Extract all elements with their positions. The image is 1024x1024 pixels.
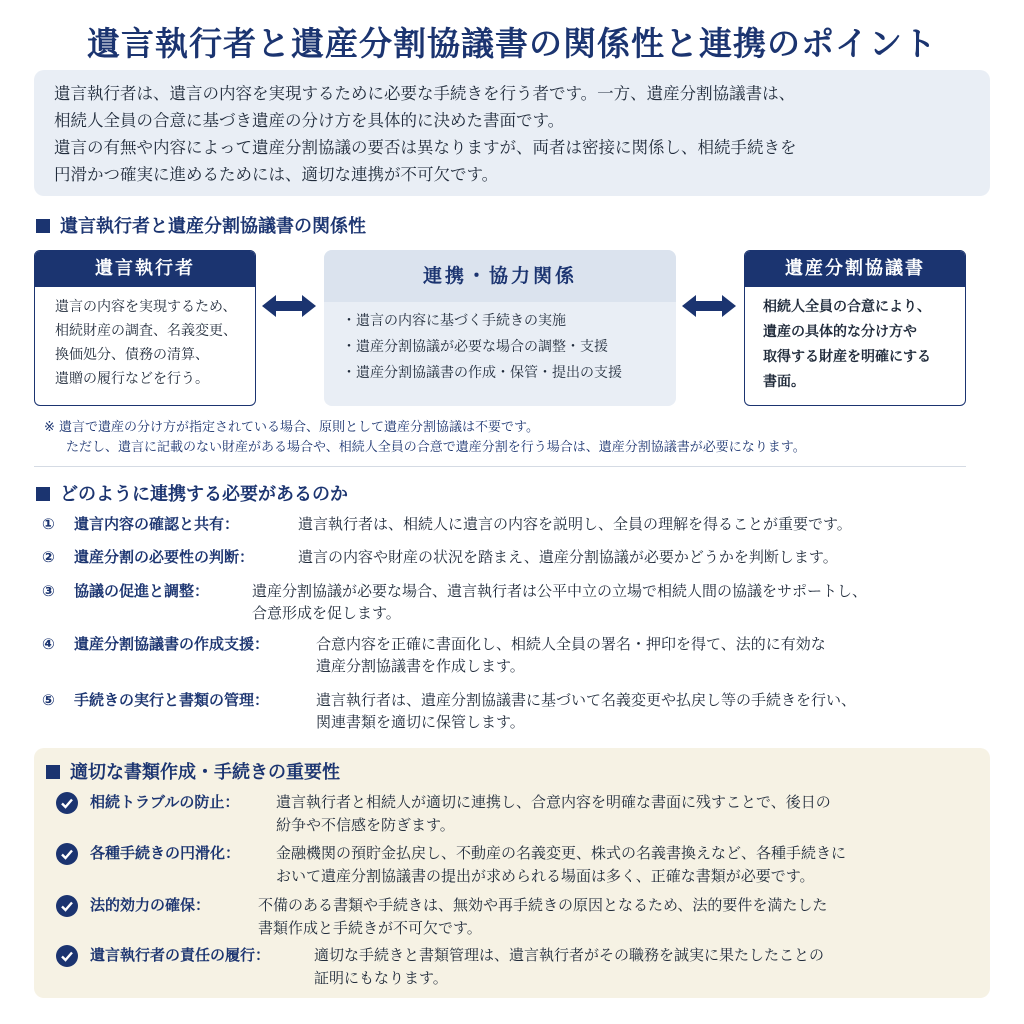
check-circle-icon <box>56 895 78 917</box>
check-circle-icon <box>56 945 78 967</box>
step-number: ③ <box>42 582 55 600</box>
intro-panel <box>34 70 990 196</box>
divider <box>34 466 966 467</box>
step-description: 遺産分割協議が必要な場合、遺言執行者は公平中立の立場で相続人間の協議をサポートし、 <box>252 582 868 600</box>
step-label: 遺産分割協議書の作成支援： <box>74 635 270 653</box>
agreement-box <box>744 250 966 406</box>
executor-line: 換価処分、債務の清算、 <box>55 347 209 363</box>
importance-item <box>90 944 970 990</box>
check-circle-icon <box>56 792 78 814</box>
importance-label: 相続トラブルの防止： <box>90 793 240 811</box>
step-number: ④ <box>42 635 55 653</box>
square-bullet-icon <box>46 765 60 779</box>
square-bullet-icon <box>36 219 50 233</box>
importance-description: 遺言執行者と相続人が適切に連携し、合意内容を明確な書面に残すことで、後日の <box>276 793 831 811</box>
page-title: 遺言執行者と遺産分割協議書の関係性と連携のポイント <box>87 24 937 63</box>
square-bullet-icon <box>36 487 50 501</box>
section-heading-text: 適切な書類作成・手続きの重要性 <box>70 762 340 783</box>
agreement-line: 書面。 <box>763 374 805 390</box>
importance-description: 適切な手続きと書類管理は、遺言執行者がその職務を誠実に果たしたことの <box>314 946 825 964</box>
agreement-line: 相続人全員の合意により、 <box>763 299 931 315</box>
importance-label: 各種手続きの円滑化： <box>90 844 241 862</box>
cooperation-item: ・遺言の内容に基づく手続きの実施 <box>342 313 566 329</box>
executor-line: 遺言の内容を実現するため、 <box>55 299 237 315</box>
footnote-line: ※ 遺言で遺産の分け方が指定されている場合、原則として遺産分割協議は不要です。 <box>44 420 539 435</box>
importance-item <box>90 894 970 940</box>
agreement-line: 遺産の具体的な分け方や <box>763 324 917 340</box>
section-heading-relationship <box>36 212 366 238</box>
step-description: 遺産分割協議書を作成します。 <box>316 657 525 675</box>
importance-description: 金融機関の預貯金払戻し、不動産の名義変更、株式の名義書換えなど、各種手続きに <box>276 844 847 862</box>
importance-item <box>90 791 970 837</box>
step-label: 遺言内容の確認と共有： <box>74 515 240 533</box>
cooperation-list <box>324 302 676 386</box>
importance-description: おいて遺産分割協議書の提出が求められる場面は多く、正確な書類が必要です。 <box>276 867 815 885</box>
step-description: 遺言の内容や財産の状況を踏まえ、遺産分割協議が必要かどうかを判断します。 <box>298 548 838 566</box>
cooperation-item: ・遺産分割協議が必要な場合の調整・支援 <box>342 339 608 355</box>
agreement-box-body <box>745 287 965 395</box>
agreement-line: 取得する財産を明確にする <box>763 349 931 365</box>
double-arrow-icon <box>682 295 736 317</box>
executor-box-title: 遺言執行者 <box>35 251 255 287</box>
step-description: 遺言執行者は、遺産分割協議書に基づいて名義変更や払戻し等の手続きを行い、 <box>316 691 857 709</box>
importance-label: 遺言執行者の責任の履行： <box>90 946 271 964</box>
step-description: 関連書類を適切に保管します。 <box>316 713 525 731</box>
section-heading-text: どのように連携する必要があるのか <box>60 484 348 505</box>
step-number: ① <box>42 515 55 533</box>
section-heading-importance <box>46 758 340 784</box>
step-description: 遺言執行者は、相続人に遺言の内容を説明し、全員の理解を得ることが重要です。 <box>298 515 852 533</box>
step-label: 手続きの実行と書類の管理： <box>74 691 270 709</box>
importance-description: 紛争や不信感を防ぎます。 <box>276 816 455 834</box>
step-label: 協議の促進と調整： <box>74 582 210 600</box>
step-description: 合意形成を促します。 <box>252 604 401 622</box>
step-label: 遺産分割の必要性の判断： <box>74 548 255 566</box>
section-heading-text: 遺言執行者と遺産分割協議書の関係性 <box>60 216 366 237</box>
executor-box <box>34 250 256 406</box>
section-heading-cooperation <box>36 480 348 506</box>
importance-item <box>90 842 970 888</box>
executor-line: 遺贈の履行などを行う。 <box>55 371 209 387</box>
intro-line: 相続人全員の合意に基づき遺産の分け方を具体的に決めた書面です。 <box>54 111 565 130</box>
check-circle-icon <box>56 843 78 865</box>
importance-description: 証明にもなります。 <box>314 969 448 987</box>
footnote-line: ただし、遺言に記載のない財産がある場合や、相続人全員の合意で遺産分割を行う場合は、遺産分割協議書が必要になります。 <box>66 440 806 455</box>
footnote <box>44 418 806 458</box>
executor-line: 相続財産の調査、名義変更、 <box>55 323 237 339</box>
intro-line: 遺言執行者は、遺言の内容を実現するために必要な手続きを行う者です。一方、遺産分割協議書は、 <box>54 84 796 103</box>
importance-description: 不備のある書類や手続きは、無効や再手続きの原因となるため、法的要件を満たした <box>258 896 828 914</box>
importance-label: 法的効力の確保： <box>90 896 211 914</box>
executor-box-body <box>35 287 255 391</box>
step-description: 合意内容を正確に書面化し、相続人全員の署名・押印を得て、法的に有効な <box>316 635 826 653</box>
importance-description: 書類作成と手続きが不可欠です。 <box>258 919 482 937</box>
step-number: ② <box>42 548 55 566</box>
cooperation-box-title: 連携・協力関係 <box>324 250 676 302</box>
double-arrow-icon <box>262 295 316 317</box>
step-number: ⑤ <box>42 691 55 709</box>
cooperation-box <box>324 250 676 406</box>
intro-line: 遺言の有無や内容によって遺産分割協議の要否は異なりますが、両者は密接に関係し、相続手続きを <box>54 138 797 157</box>
intro-line: 円滑かつ確実に進めるためには、適切な連携が不可欠です。 <box>54 165 499 184</box>
agreement-box-title: 遺産分割協議書 <box>745 251 965 287</box>
cooperation-item: ・遺産分割協議書の作成・保管・提出の支援 <box>342 365 622 381</box>
